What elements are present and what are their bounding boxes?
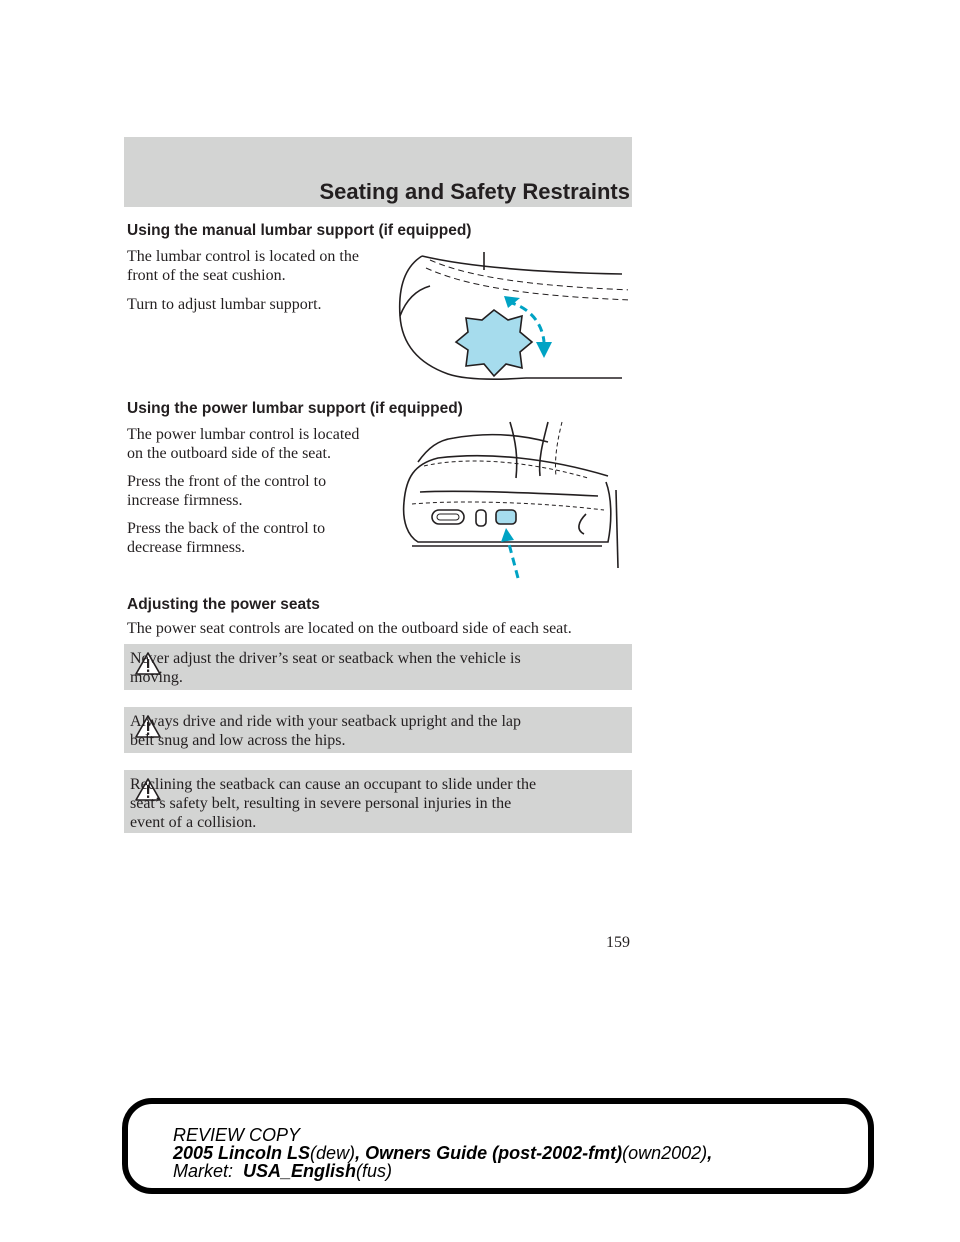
warning-box [124,707,632,753]
manual-lumbar-heading: Using the manual lumbar support (if equipped) [127,222,472,239]
power-seats-para-1: The power seat controls are located on the outboard side of each seat. [127,620,572,637]
power-lumbar-para-1: The power lumbar control is located on the outboard side of the seat. [127,426,360,462]
warning-box [124,770,632,833]
footer-line-3 [173,1162,712,1180]
footer-market: USA_English [243,1161,357,1181]
footer-guide: Owners Guide (post-2002-fmt) [365,1143,623,1163]
manual-lumbar-illustration [396,246,628,386]
footer-separator: , [355,1143,366,1163]
power-lumbar-heading: Using the power lumbar support (if equipped) [127,400,463,417]
power-seats-heading: Adjusting the power seats [127,596,320,613]
footer-line-1 [173,1126,712,1144]
footer-separator: , [707,1143,713,1163]
footer-model: 2005 Lincoln LS [173,1143,311,1163]
footer-market-code: (fus) [356,1161,393,1181]
section-header-band [124,137,632,207]
footer-market-label: Market: [173,1161,244,1181]
footer-model-code: (dew) [310,1143,356,1163]
section-title: Seating and Safety Restraints [319,179,630,204]
warning-text: Reclining the seatback can cause an occupant to slide under the seat’s safety belt, resulting in severe personal injuries in the event of a collision. [130,776,537,831]
review-copy-label: REVIEW COPY [173,1125,301,1145]
lumbar-knob-icon [456,310,532,376]
review-copy-footer [122,1098,874,1194]
power-lumbar-para-3: Press the back of the control to decrease firmness. [127,520,326,556]
warning-text: Always drive and ride with your seatback upright and the lap belt snug and low across the hips. [130,713,521,749]
manual-lumbar-para-1: The lumbar control is located on the front of the seat cushion. [127,248,359,284]
power-lumbar-para-2: Press the front of the control to increase firmness. [127,473,327,509]
footer-line-2 [173,1144,712,1162]
warning-text: Never adjust the driver’s seat or seatback when the vehicle is moving. [130,650,521,686]
footer-guide-code: (own2002) [622,1143,708,1163]
warning-box [124,644,632,690]
page-number: 159 [606,934,630,951]
power-lumbar-illustration [398,418,626,580]
manual-lumbar-para-2: Turn to adjust lumbar support. [127,296,322,313]
